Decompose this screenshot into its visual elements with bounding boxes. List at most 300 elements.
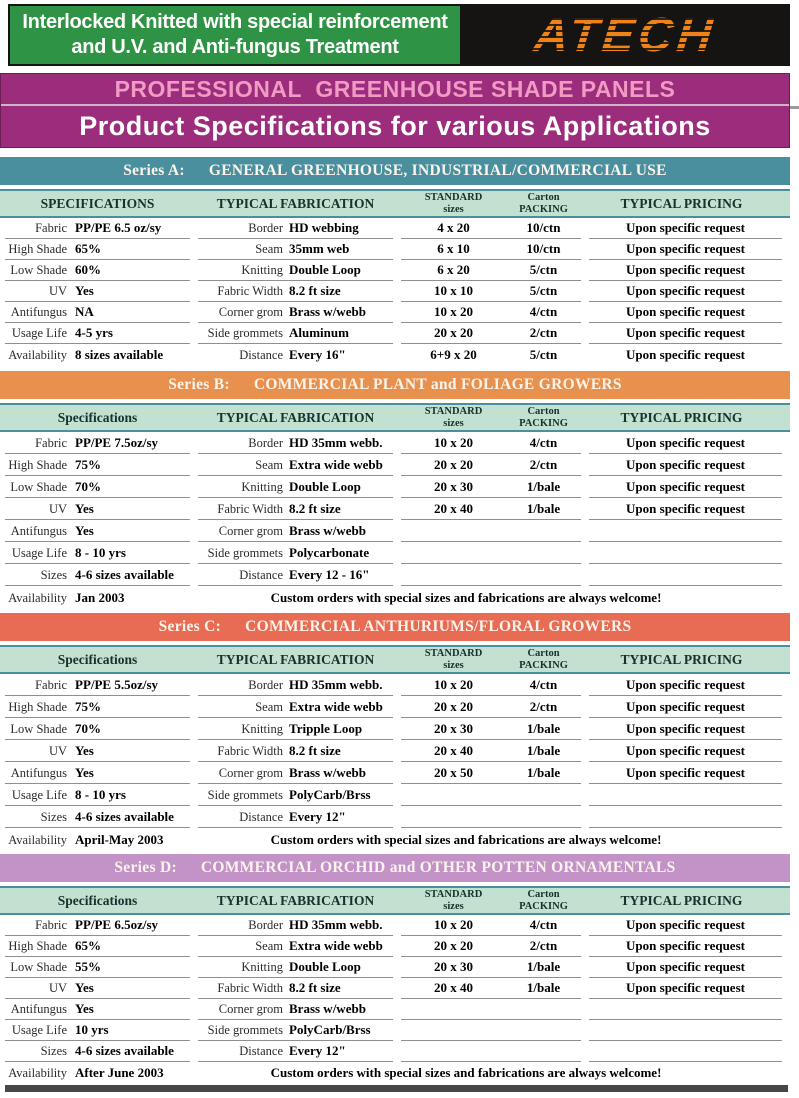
carton-packing-value: 2/ctn	[529, 325, 558, 340]
table-row	[0, 762, 790, 784]
fabrication-cell	[198, 674, 393, 696]
fabrication-cell	[198, 936, 393, 957]
pricing-cell	[589, 542, 782, 564]
spec-cell	[5, 454, 190, 476]
table-column-headers	[0, 189, 790, 218]
fabrication-label: Seam	[255, 700, 283, 714]
column-header-specifications: Specifications	[57, 892, 138, 908]
standard-size-value: 10 x 20	[434, 304, 473, 319]
column-header-carton-packing: Carton PACKING	[519, 647, 568, 671]
size-packing-cell	[401, 542, 581, 564]
fabrication-label: Seam	[255, 458, 283, 472]
table-row	[0, 260, 790, 281]
size-packing-cell	[401, 498, 581, 520]
series-header	[0, 157, 790, 185]
spec-cell	[5, 806, 190, 828]
fabrication-value: Tripple Loop	[289, 721, 363, 736]
spec-label: High Shade	[8, 242, 67, 256]
size-packing-cell	[401, 1041, 581, 1062]
fabrication-label: Distance	[239, 348, 283, 362]
fabrication-cell	[198, 696, 393, 718]
fabrication-value: Brass w/webb	[289, 765, 366, 780]
pricing-cell	[589, 762, 782, 784]
spec-value: 8 - 10 yrs	[75, 787, 126, 802]
pricing-cell	[589, 454, 782, 476]
carton-packing-value: 4/ctn	[529, 304, 558, 319]
carton-packing-value: 2/ctn	[529, 938, 558, 953]
standard-size-value: 6+9 x 20	[430, 347, 477, 362]
table-row	[0, 1062, 790, 1083]
spec-label: Availability	[8, 348, 67, 362]
spec-value: Yes	[75, 743, 94, 758]
size-packing-cell	[401, 520, 581, 542]
custom-orders-note: Custom orders with special sizes and fabrications are always welcome!	[270, 832, 662, 847]
carton-packing-value: 4/ctn	[529, 917, 558, 932]
table-row	[0, 586, 790, 608]
custom-orders-note: Custom orders with special sizes and fabrications are always welcome!	[270, 1065, 662, 1080]
fabrication-value: 8.2 ft size	[289, 980, 341, 995]
series-section	[0, 854, 790, 1083]
fabrication-value: 8.2 ft size	[289, 501, 341, 516]
table-row	[0, 302, 790, 323]
fabrication-value: Double Loop	[289, 959, 361, 974]
spec-cell	[5, 915, 190, 936]
pricing-cell	[589, 281, 782, 302]
table-row	[0, 915, 790, 936]
size-packing-cell	[401, 344, 581, 365]
fabrication-label: Distance	[239, 568, 283, 582]
carton-packing-value: 5/ctn	[529, 262, 558, 277]
spec-label: Sizes	[40, 1044, 67, 1058]
column-header-specifications: Specifications	[57, 651, 138, 667]
size-packing-cell	[401, 915, 581, 936]
standard-size-value: 20 x 20	[434, 938, 473, 953]
fabrication-cell	[198, 999, 393, 1020]
standard-size-value: 10 x 20	[434, 677, 473, 692]
spec-label: UV	[48, 981, 67, 995]
spec-value: April-May 2003	[75, 832, 164, 847]
title-banner	[0, 73, 790, 148]
spec-cell	[5, 344, 190, 365]
spec-value: 70%	[75, 479, 101, 494]
series-list	[0, 157, 799, 1083]
carton-packing-value: 4/ctn	[529, 435, 558, 450]
fabrication-label: Distance	[239, 810, 283, 824]
carton-packing-value: 5/ctn	[529, 283, 558, 298]
fabrication-label: Seam	[255, 939, 283, 953]
pricing-cell	[589, 674, 782, 696]
carton-packing-value: 2/ctn	[529, 699, 558, 714]
tagline-line1: Interlocked Knitted with special reinforcement	[22, 11, 448, 33]
table-row	[0, 218, 790, 239]
fabrication-cell	[198, 784, 393, 806]
standard-size-value: 6 x 10	[437, 241, 470, 256]
table-rows	[0, 674, 790, 850]
column-header-specifications: Specifications	[57, 409, 138, 425]
series-header	[0, 854, 790, 882]
fabrication-value: Brass w/webb	[289, 523, 366, 538]
table-row	[0, 1020, 790, 1041]
spec-cell	[5, 218, 190, 239]
spec-value: PP/PE 5.5oz/sy	[75, 677, 159, 692]
pricing-cell	[589, 936, 782, 957]
carton-packing-value: 10/ctn	[526, 241, 561, 256]
pricing-value: Upon specific request	[626, 457, 745, 472]
fabrication-cell	[198, 454, 393, 476]
standard-size-value: 6 x 20	[437, 262, 470, 277]
spec-label: High Shade	[8, 700, 67, 714]
spec-value: 4-6 sizes available	[75, 1043, 174, 1058]
spec-cell	[5, 1062, 190, 1083]
spec-label: Fabric	[35, 221, 67, 235]
spec-label: UV	[48, 284, 67, 298]
fabrication-label: Side grommets	[207, 326, 283, 340]
size-packing-cell	[401, 323, 581, 344]
pricing-cell	[589, 957, 782, 978]
spec-value: Yes	[75, 765, 94, 780]
table-rows	[0, 432, 790, 608]
size-packing-cell	[401, 218, 581, 239]
table-row	[0, 674, 790, 696]
pricing-value: Upon specific request	[626, 241, 745, 256]
column-header-standard-sizes: STANDARD sizes	[424, 647, 483, 671]
pricing-cell	[589, 218, 782, 239]
fabrication-label: Seam	[255, 242, 283, 256]
series-label: Series D:	[114, 859, 177, 876]
fabrication-value: Double Loop	[289, 262, 361, 277]
fabrication-cell	[198, 718, 393, 740]
column-header-typical-pricing: TYPICAL PRICING	[620, 892, 743, 908]
atech-logo: ATECH	[531, 8, 719, 62]
spec-cell	[5, 323, 190, 344]
pricing-cell	[589, 718, 782, 740]
pricing-value: Upon specific request	[626, 677, 745, 692]
fabrication-value: PolyCarb/Brss	[289, 787, 371, 802]
spec-cell	[5, 978, 190, 999]
carton-packing-value: 1/bale	[526, 765, 561, 780]
spec-value: 8 sizes available	[75, 347, 164, 362]
fabrication-value: Polycarbonate	[289, 545, 370, 560]
pricing-cell	[589, 344, 782, 365]
spec-cell	[5, 674, 190, 696]
pricing-cell	[589, 476, 782, 498]
fabrication-label: Distance	[239, 1044, 283, 1058]
column-header-typical-pricing: TYPICAL PRICING	[620, 651, 743, 667]
spec-label: Low Shade	[10, 263, 67, 277]
spec-cell	[5, 281, 190, 302]
spec-label: Antifungus	[10, 1002, 67, 1016]
standard-size-value: 20 x 20	[434, 325, 473, 340]
table-column-headers	[0, 403, 790, 432]
spec-label: Low Shade	[10, 480, 67, 494]
table-row	[0, 323, 790, 344]
carton-packing-value: 2/ctn	[529, 457, 558, 472]
custom-orders-note: Custom orders with special sizes and fabrications are always welcome!	[270, 590, 662, 605]
pricing-cell	[589, 302, 782, 323]
table-row	[0, 740, 790, 762]
fabrication-value: Every 12"	[289, 1043, 346, 1058]
fabrication-value: HD 35mm webb.	[289, 917, 383, 932]
spec-label: UV	[48, 744, 67, 758]
fabrication-cell	[198, 323, 393, 344]
pricing-cell	[589, 915, 782, 936]
fabrication-value: Double Loop	[289, 479, 361, 494]
fabrication-value: Brass w/webb	[289, 1001, 366, 1016]
spec-value: PP/PE 6.5oz/sy	[75, 917, 159, 932]
fabrication-value: 8.2 ft size	[289, 743, 341, 758]
table-row	[0, 454, 790, 476]
spec-label: High Shade	[8, 939, 67, 953]
carton-packing-value: 1/bale	[526, 980, 561, 995]
fabrication-cell	[198, 564, 393, 586]
spec-label: Availability	[8, 833, 67, 847]
fabrication-cell	[198, 957, 393, 978]
table-row	[0, 978, 790, 999]
spec-label: Fabric	[35, 436, 67, 450]
carton-packing-value: 1/bale	[526, 479, 561, 494]
standard-size-value: 20 x 40	[434, 743, 473, 758]
table-row	[0, 564, 790, 586]
column-header-standard-sizes: STANDARD sizes	[424, 888, 483, 912]
column-header-fabrication: TYPICAL FABRICATION	[216, 409, 375, 425]
series-title: GENERAL GREENHOUSE, INDUSTRIAL/COMMERCIAL USE	[208, 162, 667, 179]
tagline-line2: and U.V. and Anti-fungus Treatment	[71, 36, 399, 58]
fabrication-label: Side grommets	[207, 1023, 283, 1037]
spec-cell	[5, 936, 190, 957]
fabrication-label: Fabric Width	[217, 744, 283, 758]
pricing-cell	[589, 498, 782, 520]
fabrication-label: Border	[248, 918, 283, 932]
size-packing-cell	[401, 454, 581, 476]
fabrication-label: Corner grom	[218, 766, 283, 780]
size-packing-cell	[401, 999, 581, 1020]
spec-label: Fabric	[35, 678, 67, 692]
spec-cell	[5, 520, 190, 542]
spec-value: 10 yrs	[75, 1022, 109, 1037]
table-rows	[0, 218, 790, 365]
spec-cell	[5, 957, 190, 978]
spec-value: 75%	[75, 457, 101, 472]
spec-cell	[5, 302, 190, 323]
pricing-value: Upon specific request	[626, 220, 745, 235]
top-banner	[8, 4, 790, 66]
series-header	[0, 613, 790, 641]
spec-value: PP/PE 6.5 oz/sy	[75, 220, 162, 235]
carton-packing-value: 4/ctn	[529, 677, 558, 692]
column-header-standard-sizes: STANDARD sizes	[424, 405, 483, 429]
series-title: COMMERCIAL ORCHID and OTHER POTTEN ORNAMENTALS	[200, 859, 676, 876]
table-row	[0, 476, 790, 498]
spec-value: PP/PE 7.5oz/sy	[75, 435, 159, 450]
size-packing-cell	[401, 564, 581, 586]
pricing-value: Upon specific request	[626, 917, 745, 932]
standard-size-value: 20 x 30	[434, 721, 473, 736]
table-row	[0, 542, 790, 564]
fabrication-label: Border	[248, 678, 283, 692]
spec-label: Availability	[8, 1066, 67, 1080]
fabrication-cell	[198, 978, 393, 999]
table-row	[0, 344, 790, 365]
spec-label: Antifungus	[10, 524, 67, 538]
spec-cell	[5, 586, 190, 608]
standard-size-value: 20 x 50	[434, 765, 473, 780]
table-row	[0, 957, 790, 978]
spec-value: 65%	[75, 938, 101, 953]
table-row	[0, 239, 790, 260]
pricing-cell	[589, 784, 782, 806]
spec-cell	[5, 828, 190, 850]
pricing-value: Upon specific request	[626, 938, 745, 953]
standard-size-value: 20 x 40	[434, 501, 473, 516]
fabrication-cell	[198, 344, 393, 365]
edge-mark	[790, 106, 799, 109]
series-label: Series A:	[123, 162, 185, 179]
spec-cell	[5, 1020, 190, 1041]
table-row	[0, 696, 790, 718]
fabrication-label: Corner grom	[218, 305, 283, 319]
spec-value: Yes	[75, 283, 94, 298]
spec-cell	[5, 564, 190, 586]
spec-label: UV	[48, 502, 67, 516]
standard-size-value: 20 x 30	[434, 959, 473, 974]
size-packing-cell	[401, 260, 581, 281]
page-subtitle: Product Specifications for various Applications	[79, 111, 711, 141]
pricing-cell	[589, 978, 782, 999]
column-header-carton-packing: Carton PACKING	[519, 191, 568, 215]
table-column-headers	[0, 886, 790, 915]
pricing-value: Upon specific request	[626, 959, 745, 974]
size-packing-cell	[401, 432, 581, 454]
standard-size-value: 20 x 20	[434, 699, 473, 714]
fabrication-label: Fabric Width	[217, 502, 283, 516]
pricing-value: Upon specific request	[626, 699, 745, 714]
fabrication-cell	[198, 806, 393, 828]
fabrication-cell	[198, 239, 393, 260]
fabrication-value: 8.2 ft size	[289, 283, 341, 298]
pricing-value: Upon specific request	[626, 304, 745, 319]
fabrication-cell	[198, 218, 393, 239]
standard-size-value: 10 x 10	[434, 283, 473, 298]
size-packing-cell	[401, 978, 581, 999]
carton-packing-value: 1/bale	[526, 959, 561, 974]
fabrication-label: Border	[248, 221, 283, 235]
fabrication-cell	[198, 542, 393, 564]
spec-cell	[5, 1041, 190, 1062]
fabrication-value: Extra wide webb	[289, 699, 383, 714]
carton-packing-value: 1/bale	[526, 501, 561, 516]
size-packing-cell	[401, 936, 581, 957]
standard-size-value: 4 x 20	[437, 220, 470, 235]
spec-label: Antifungus	[10, 305, 67, 319]
spec-value: Jan 2003	[75, 590, 125, 605]
pricing-value: Upon specific request	[626, 479, 745, 494]
series-title: COMMERCIAL ANTHURIUMS/FLORAL GROWERS	[245, 618, 632, 635]
size-packing-cell	[401, 281, 581, 302]
column-header-specifications: SPECIFICATIONS	[40, 195, 155, 211]
fabrication-value: Aluminum	[289, 325, 349, 340]
pricing-value: Upon specific request	[626, 283, 745, 298]
pricing-cell	[589, 239, 782, 260]
table-rows	[0, 915, 790, 1083]
standard-size-value: 10 x 20	[434, 435, 473, 450]
pricing-cell	[589, 696, 782, 718]
spec-cell	[5, 762, 190, 784]
carton-packing-value: 1/bale	[526, 721, 561, 736]
pricing-cell	[589, 564, 782, 586]
spec-label: Sizes	[40, 810, 67, 824]
series-label: Series C:	[158, 618, 222, 635]
spec-label: Sizes	[40, 568, 67, 582]
spec-cell	[5, 239, 190, 260]
fabrication-cell	[198, 498, 393, 520]
fabrication-cell	[198, 915, 393, 936]
spec-value: Yes	[75, 980, 94, 995]
fabrication-value: Every 16"	[289, 347, 346, 362]
series-title: COMMERCIAL PLANT and FOLIAGE GROWERS	[253, 376, 622, 393]
page-title: PROFESSIONAL GREENHOUSE SHADE PANELS	[114, 75, 676, 102]
spec-cell	[5, 718, 190, 740]
tagline-banner	[10, 6, 460, 64]
size-packing-cell	[401, 696, 581, 718]
spec-label: Low Shade	[10, 722, 67, 736]
fabrication-cell	[198, 520, 393, 542]
spec-value: After June 2003	[75, 1065, 164, 1080]
pricing-cell	[589, 1041, 782, 1062]
pricing-value: Upon specific request	[626, 262, 745, 277]
spec-value: 60%	[75, 262, 101, 277]
fabrication-value: 35mm web	[289, 241, 350, 256]
spec-cell	[5, 498, 190, 520]
spec-label: Usage Life	[11, 788, 67, 802]
fabrication-value: Brass w/webb	[289, 304, 366, 319]
fabrication-value: PolyCarb/Brss	[289, 1022, 371, 1037]
fabrication-label: Corner grom	[218, 1002, 283, 1016]
table-row	[0, 281, 790, 302]
spec-value: Yes	[75, 523, 94, 538]
spec-cell	[5, 260, 190, 281]
spec-cell	[5, 432, 190, 454]
spec-value: 70%	[75, 721, 101, 736]
fabrication-value: HD webbing	[289, 220, 359, 235]
spec-label: Antifungus	[10, 766, 67, 780]
spec-cell	[5, 999, 190, 1020]
fabrication-value: Extra wide webb	[289, 457, 383, 472]
column-header-typical-pricing: TYPICAL PRICING	[620, 195, 743, 211]
table-row	[0, 1041, 790, 1062]
carton-packing-value: 5/ctn	[529, 347, 558, 362]
column-header-carton-packing: Carton PACKING	[519, 405, 568, 429]
size-packing-cell	[401, 718, 581, 740]
pricing-cell	[589, 260, 782, 281]
series-section	[0, 371, 790, 608]
size-packing-cell	[401, 1020, 581, 1041]
spec-value: 4-6 sizes available	[75, 567, 174, 582]
fabrication-cell	[198, 762, 393, 784]
size-packing-cell	[401, 762, 581, 784]
table-row	[0, 432, 790, 454]
spec-value: 8 - 10 yrs	[75, 545, 126, 560]
series-label: Series B:	[168, 376, 230, 393]
table-row	[0, 718, 790, 740]
pricing-value: Upon specific request	[626, 325, 745, 340]
column-header-fabrication: TYPICAL FABRICATION	[216, 651, 375, 667]
pricing-value: Upon specific request	[626, 743, 745, 758]
spec-value: 65%	[75, 241, 101, 256]
series-section	[0, 613, 790, 850]
series-section	[0, 157, 790, 365]
fabrication-value: Extra wide webb	[289, 938, 383, 953]
size-packing-cell	[401, 806, 581, 828]
